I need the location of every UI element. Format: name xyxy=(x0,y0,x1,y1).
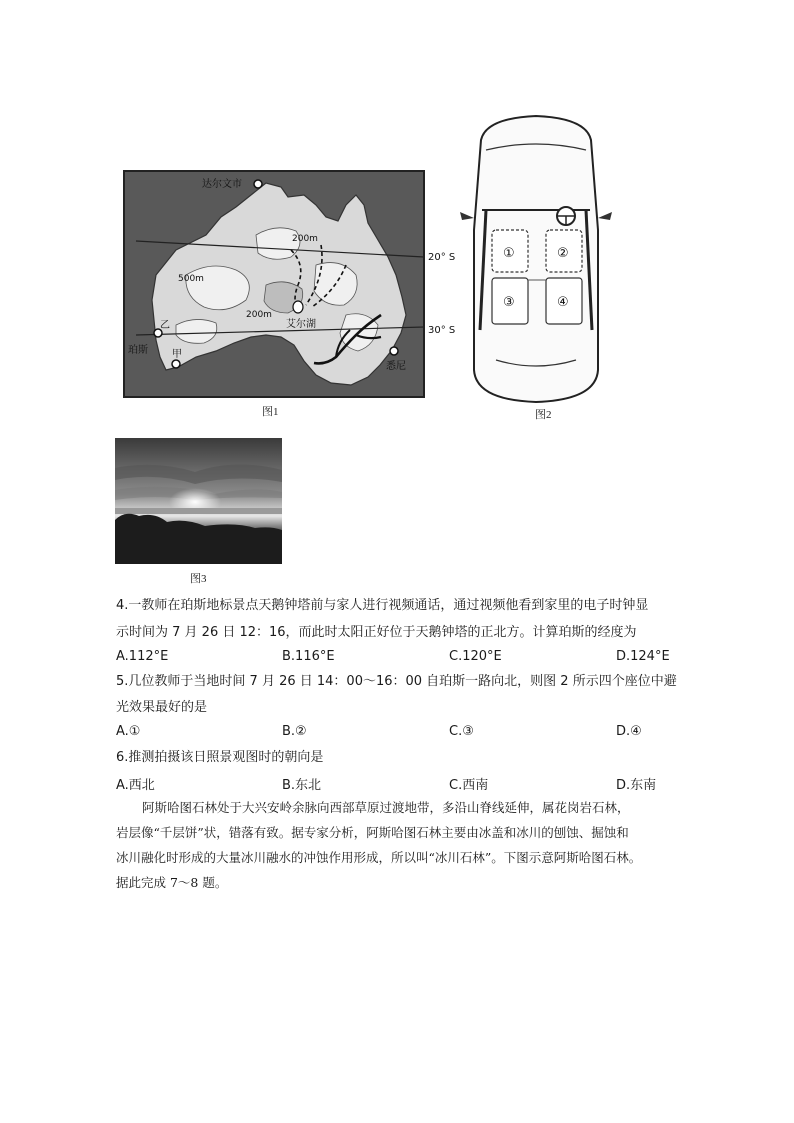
q6-option-a: A.西北 xyxy=(116,778,155,793)
label-lake: 艾尔湖 xyxy=(286,319,316,330)
label-contour-200a: 200m xyxy=(292,234,318,244)
figure-3-sunset-photo xyxy=(115,438,282,564)
q4-option-c: C.120°E xyxy=(449,649,502,664)
question-4-line-2: 示时间为 7 月 26 日 12：16，而此时太阳正好位于天鹅钟塔的正北方。计算珀斯的经度为 xyxy=(116,625,637,640)
seat-4-label: ④ xyxy=(557,295,569,310)
label-contour-200b: 200m xyxy=(246,310,272,320)
question-5-line-1: 5.几位教师于当地时间 7 月 26 日 14：00～16：00 自珀斯一路向北，则图 2 所示四个座位中避 xyxy=(116,674,677,689)
label-yi: 乙 xyxy=(160,320,170,331)
label-sydney: 悉尼 xyxy=(386,361,406,372)
q5-option-a: A.① xyxy=(116,724,141,739)
figure-1-australia-map xyxy=(116,165,460,405)
figure-3-caption: 图3 xyxy=(190,573,207,585)
q4-option-d: D.124°E xyxy=(616,649,670,664)
label-lat-20: 20° S xyxy=(428,252,456,263)
label-lat-30: 30° S xyxy=(428,325,456,336)
jia-marker xyxy=(172,360,180,368)
label-darwin: 达尔文市 xyxy=(202,179,242,190)
q4-option-b: B.116°E xyxy=(282,649,335,664)
lake-eyre-marker xyxy=(293,301,303,313)
passage-line-2: 岩层像“千层饼”状，错落有致。据专家分析，阿斯哈图石林主要由冰盖和冰川的刨蚀、掘蚀和 xyxy=(116,825,629,840)
figure-1-caption: 图1 xyxy=(262,406,279,418)
figure-2-car-diagram xyxy=(456,110,616,410)
seat-3-label: ③ xyxy=(503,295,515,310)
q5-option-b: B.② xyxy=(282,724,307,739)
passage-stone-forest xyxy=(116,795,686,895)
seat-2-label: ② xyxy=(557,246,569,261)
q6-option-b: B.东北 xyxy=(282,778,322,793)
darwin-marker xyxy=(254,180,262,188)
q5-option-d: D.④ xyxy=(616,724,642,739)
q6-option-c: C.西南 xyxy=(449,778,489,793)
label-contour-500: 500m xyxy=(178,274,204,284)
passage-line-3: 冰川融化时形成的大量冰川融水的冲蚀作用形成，所以叫“冰川石林”。下图示意阿斯哈图石林。 xyxy=(116,850,642,865)
passage-line-1: 阿斯哈图石林处于大兴安岭余脉向西部草原过渡地带，多沿山脊线延伸，属花岗岩石林， xyxy=(142,800,630,815)
sydney-marker xyxy=(390,347,398,355)
q4-option-a: A.112°E xyxy=(116,649,169,664)
label-jia: 甲 xyxy=(172,349,182,360)
question-6-line-1: 6.推测拍摄该日照景观图时的朝向是 xyxy=(116,750,324,765)
question-5-line-2: 光效果最好的是 xyxy=(116,700,208,715)
seat-1-label: ① xyxy=(503,246,515,261)
question-4-line-1: 4.一教师在珀斯地标景点天鹅钟塔前与家人进行视频通话，通过视频他看到家里的电子时钟显 xyxy=(116,598,649,613)
q5-option-c: C.③ xyxy=(449,724,474,739)
q6-option-d: D.东南 xyxy=(616,778,657,793)
label-perth: 珀斯 xyxy=(128,345,148,356)
passage-line-4: 据此完成 7～8 题。 xyxy=(116,875,228,890)
figure-2-caption: 图2 xyxy=(535,409,552,421)
